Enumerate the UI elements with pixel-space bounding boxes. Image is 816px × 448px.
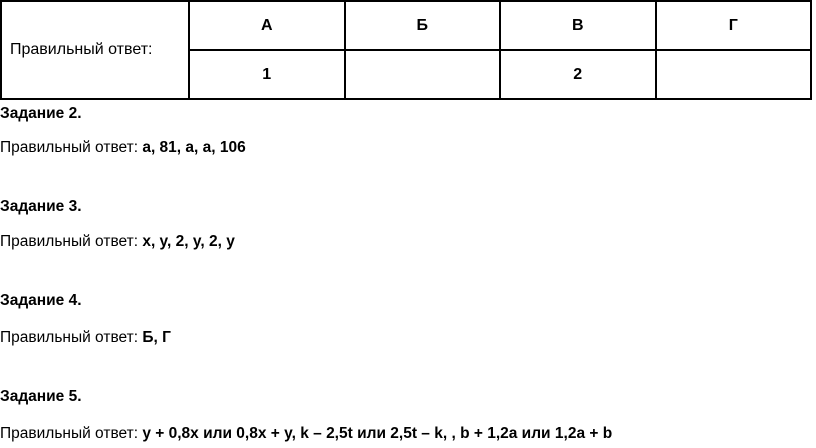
task-2-answer-value: а, 81, а, а, 106	[142, 139, 246, 156]
answer-table	[0, 0, 812, 100]
task-3-answer-label: Правильный ответ:	[0, 233, 139, 250]
task-2-answer	[0, 138, 246, 158]
task-3-title: Задание 3.	[0, 198, 82, 215]
answer-table-row-label: Правильный ответ:	[1, 1, 189, 99]
task-4-answer	[0, 328, 171, 348]
task-5-title: Задание 5.	[0, 388, 82, 405]
task-5-answer	[0, 424, 612, 444]
answer-table-header-b: Б	[345, 1, 501, 50]
task-4-answer-label: Правильный ответ:	[0, 329, 139, 346]
answer-table-value-a: 1	[189, 50, 345, 99]
answer-table-header-row	[1, 1, 811, 50]
task-2-answer-label: Правильный ответ:	[0, 139, 139, 156]
task-4-title: Задание 4.	[0, 292, 82, 309]
task-3-answer	[0, 232, 235, 252]
task-4-answer-value: Б, Г	[142, 329, 171, 346]
task-5-answer-label: Правильный ответ:	[0, 425, 139, 442]
task-3-answer-value: x, y, 2, y, 2, y	[142, 233, 235, 250]
answer-table-value-b	[345, 50, 501, 99]
task-5-answer-value: y + 0,8x или 0,8x + y, k – 2,5t или 2,5t – k, , b + 1,2a или 1,2a + b	[142, 425, 613, 442]
answer-table-header-a: А	[189, 1, 345, 50]
answer-table-value-v: 2	[500, 50, 656, 99]
answer-table-header-g: Г	[656, 1, 812, 50]
answer-table-value-g	[656, 50, 812, 99]
task-2-title: Задание 2.	[0, 105, 82, 122]
answer-table-header-v: В	[500, 1, 656, 50]
